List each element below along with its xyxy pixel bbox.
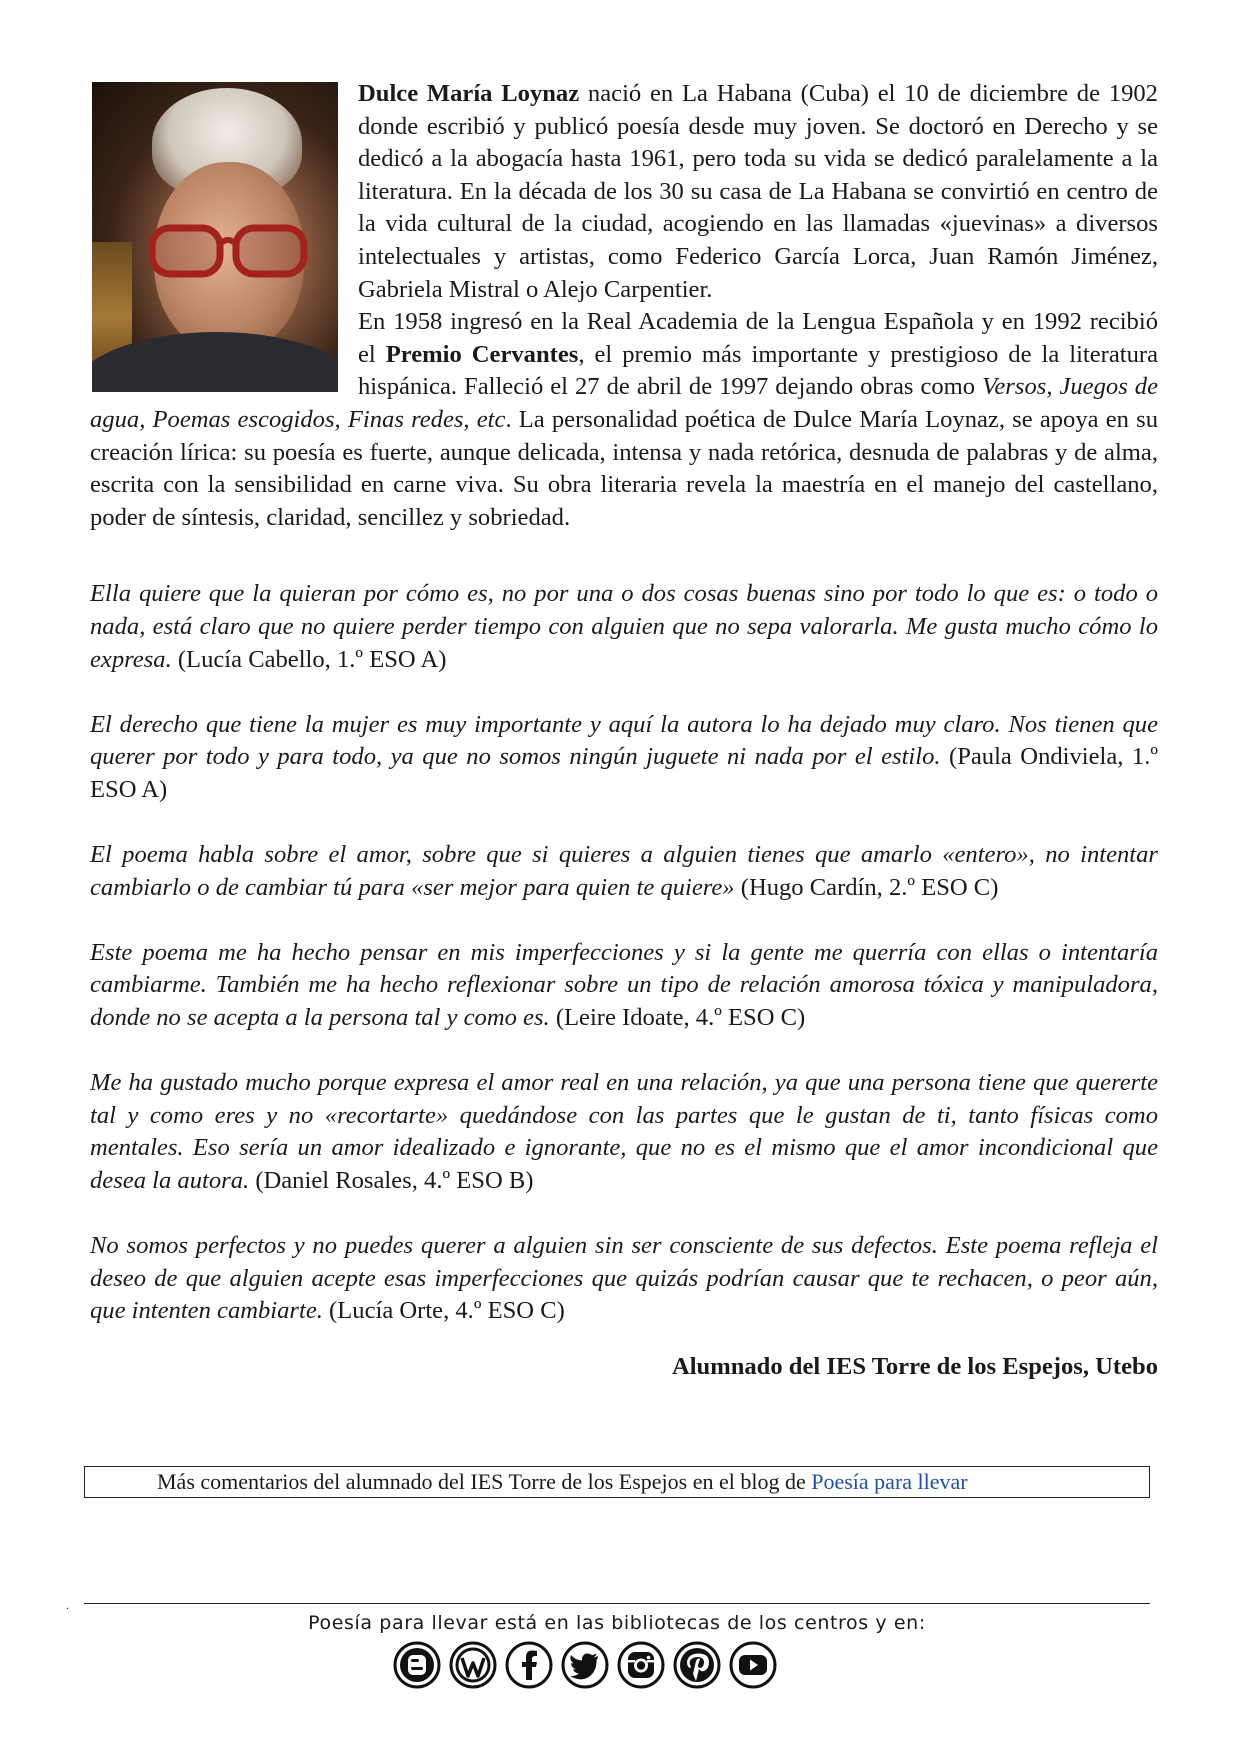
comment — [90, 1230, 1158, 1328]
comment-quote: Ella quiere que la quieran por cómo es, no por una o dos cosas buenas sino por todo lo que es: o todo o nada, está claro que no quiere perder tiempo con alguien que no sepa valorarla. Me gusta mucho cómo lo expresa. — [90, 580, 1158, 673]
comment-author: (Lucía Cabello, 1.º ESO A) — [171, 645, 447, 673]
comment-quote: El derecho que tiene la mujer es muy importante y aquí la autora lo ha dejado muy claro. Nos tienen que querer por todo y para todo, ya que no somos ningún juguete ni nada por el estilo. — [90, 710, 1158, 771]
bio-text-2: En 1958 ingresó en la Real Academia de la Lengua Española y en 1992 recibió el — [358, 308, 1158, 368]
instagram-icon[interactable] — [616, 1640, 666, 1690]
facebook-icon[interactable] — [504, 1640, 554, 1690]
page-content — [90, 78, 1158, 1381]
more-comments-box — [84, 1466, 1150, 1498]
footer-divider — [84, 1603, 1150, 1604]
blog-link[interactable]: Poesía para llevar — [811, 1469, 968, 1494]
twitter-icon[interactable] — [560, 1640, 610, 1690]
comment-author: (Paula Ondiviela, 1.º ESO A) — [90, 743, 1158, 803]
stray-dot: . — [66, 1598, 69, 1612]
comment-author: (Leire Idoate, 4.º ESO C) — [549, 1004, 806, 1032]
more-comments-text: Más comentarios del alumnado del IES Torre de los Espejos en el blog de — [157, 1469, 812, 1494]
bio-text-4: . La personalidad poética de Dulce María Loynaz, se apoya en su creación lírica: su poesía es fuerte, aunque delicada, intensa y nada retórica, desnuda de palabras y de alma, escrita con la sensibilidad en carne viva. Su obra literaria revela la maestría en el manejo del castellano, poder de síntesis, claridad, sencillez y sobriedad. — [90, 405, 1158, 531]
comment — [90, 1067, 1158, 1197]
bio-text-3: , el premio más importante y prestigioso de la literatura hispánica. Falleció el 27 de abril de 1997 dejando obras como — [358, 340, 1158, 401]
comment-author: (Hugo Cardín, 2.º ESO C) — [734, 873, 999, 901]
comment — [90, 709, 1158, 807]
comment-quote: Este poema me ha hecho pensar en mis imperfecciones y si la gente me querría con ellas o intentaría cambiarme. También me ha hecho reflexionar sobre un tipo de relación amorosa tóxica y manipuladora, donde no se acepta a la persona tal y como es. — [90, 938, 1158, 1032]
blogger-icon[interactable] — [392, 1640, 442, 1690]
bio-text-1: nació en La Habana (Cuba) el 10 de diciembre de 1902 donde escribió y publicó poesía desde muy joven. Se doctoró en Derecho y se dedicó a la abogacía hasta 1961, pero toda su vida se dedicó paralelamente a la literatura. En la década de los 30 su casa de La Habana se convirtió en centro de la vida cultural de la ciudad, acogiendo en las llamadas «juevinas» a diversos intelectuales y artistas, como Federico García Lorca, Juan Ramón Jiménez, Gabriela Mistral o Alejo Carpentier. — [358, 80, 1158, 303]
works-list: Versos, Juegos de agua, Poemas escogidos, Finas redes, etc — [90, 373, 1158, 433]
comment-author: (Daniel Rosales, 4.º ESO B) — [249, 1167, 534, 1194]
comment-quote: No somos perfectos y no puedes querer a alguien sin ser consciente de sus defectos. Este poema refleja el deseo de que alguien acepte esas imperfecciones que quizás podrían causar que te rechacen, o peor aún, que intenten cambiarte. — [90, 1232, 1158, 1325]
wordpress-icon[interactable] — [448, 1640, 498, 1690]
signature: Alumnado del IES Torre de los Espejos, Utebo — [671, 1352, 1158, 1380]
author-photo — [92, 82, 338, 392]
comment — [90, 937, 1158, 1035]
social-icons — [392, 1640, 778, 1690]
comment-quote: Me ha gustado mucho porque expresa el amor real en una relación, ya que una persona tiene que quererte tal y como eres y no «recortarte» quedándose con las partes que le gustan de ti, tanto físicas como mentales. Eso sería un amor idealizado e ignorante, que no es el mismo que el amor incondicional que desea la autora. — [90, 1069, 1158, 1194]
prize-name: Premio Cervantes — [385, 340, 579, 368]
author-name: Dulce María Loynaz — [358, 80, 580, 107]
comment — [90, 839, 1158, 904]
comment-quote: El poema habla sobre el amor, sobre que si quieres a alguien tienes que amarlo «entero», no intentar cambiarlo o de cambiar tú para «ser mejor para quien te quiere» — [90, 841, 1158, 901]
pinterest-icon[interactable] — [672, 1640, 722, 1690]
comment — [90, 578, 1158, 676]
youtube-icon[interactable] — [728, 1640, 778, 1690]
student-comments — [90, 578, 1158, 1328]
footer-text: Poesía para llevar está en las bibliotecas de los centros y en: — [308, 1612, 926, 1634]
comment-author: (Lucía Orte, 4.º ESO C) — [322, 1297, 565, 1325]
author-bio — [90, 78, 1158, 534]
